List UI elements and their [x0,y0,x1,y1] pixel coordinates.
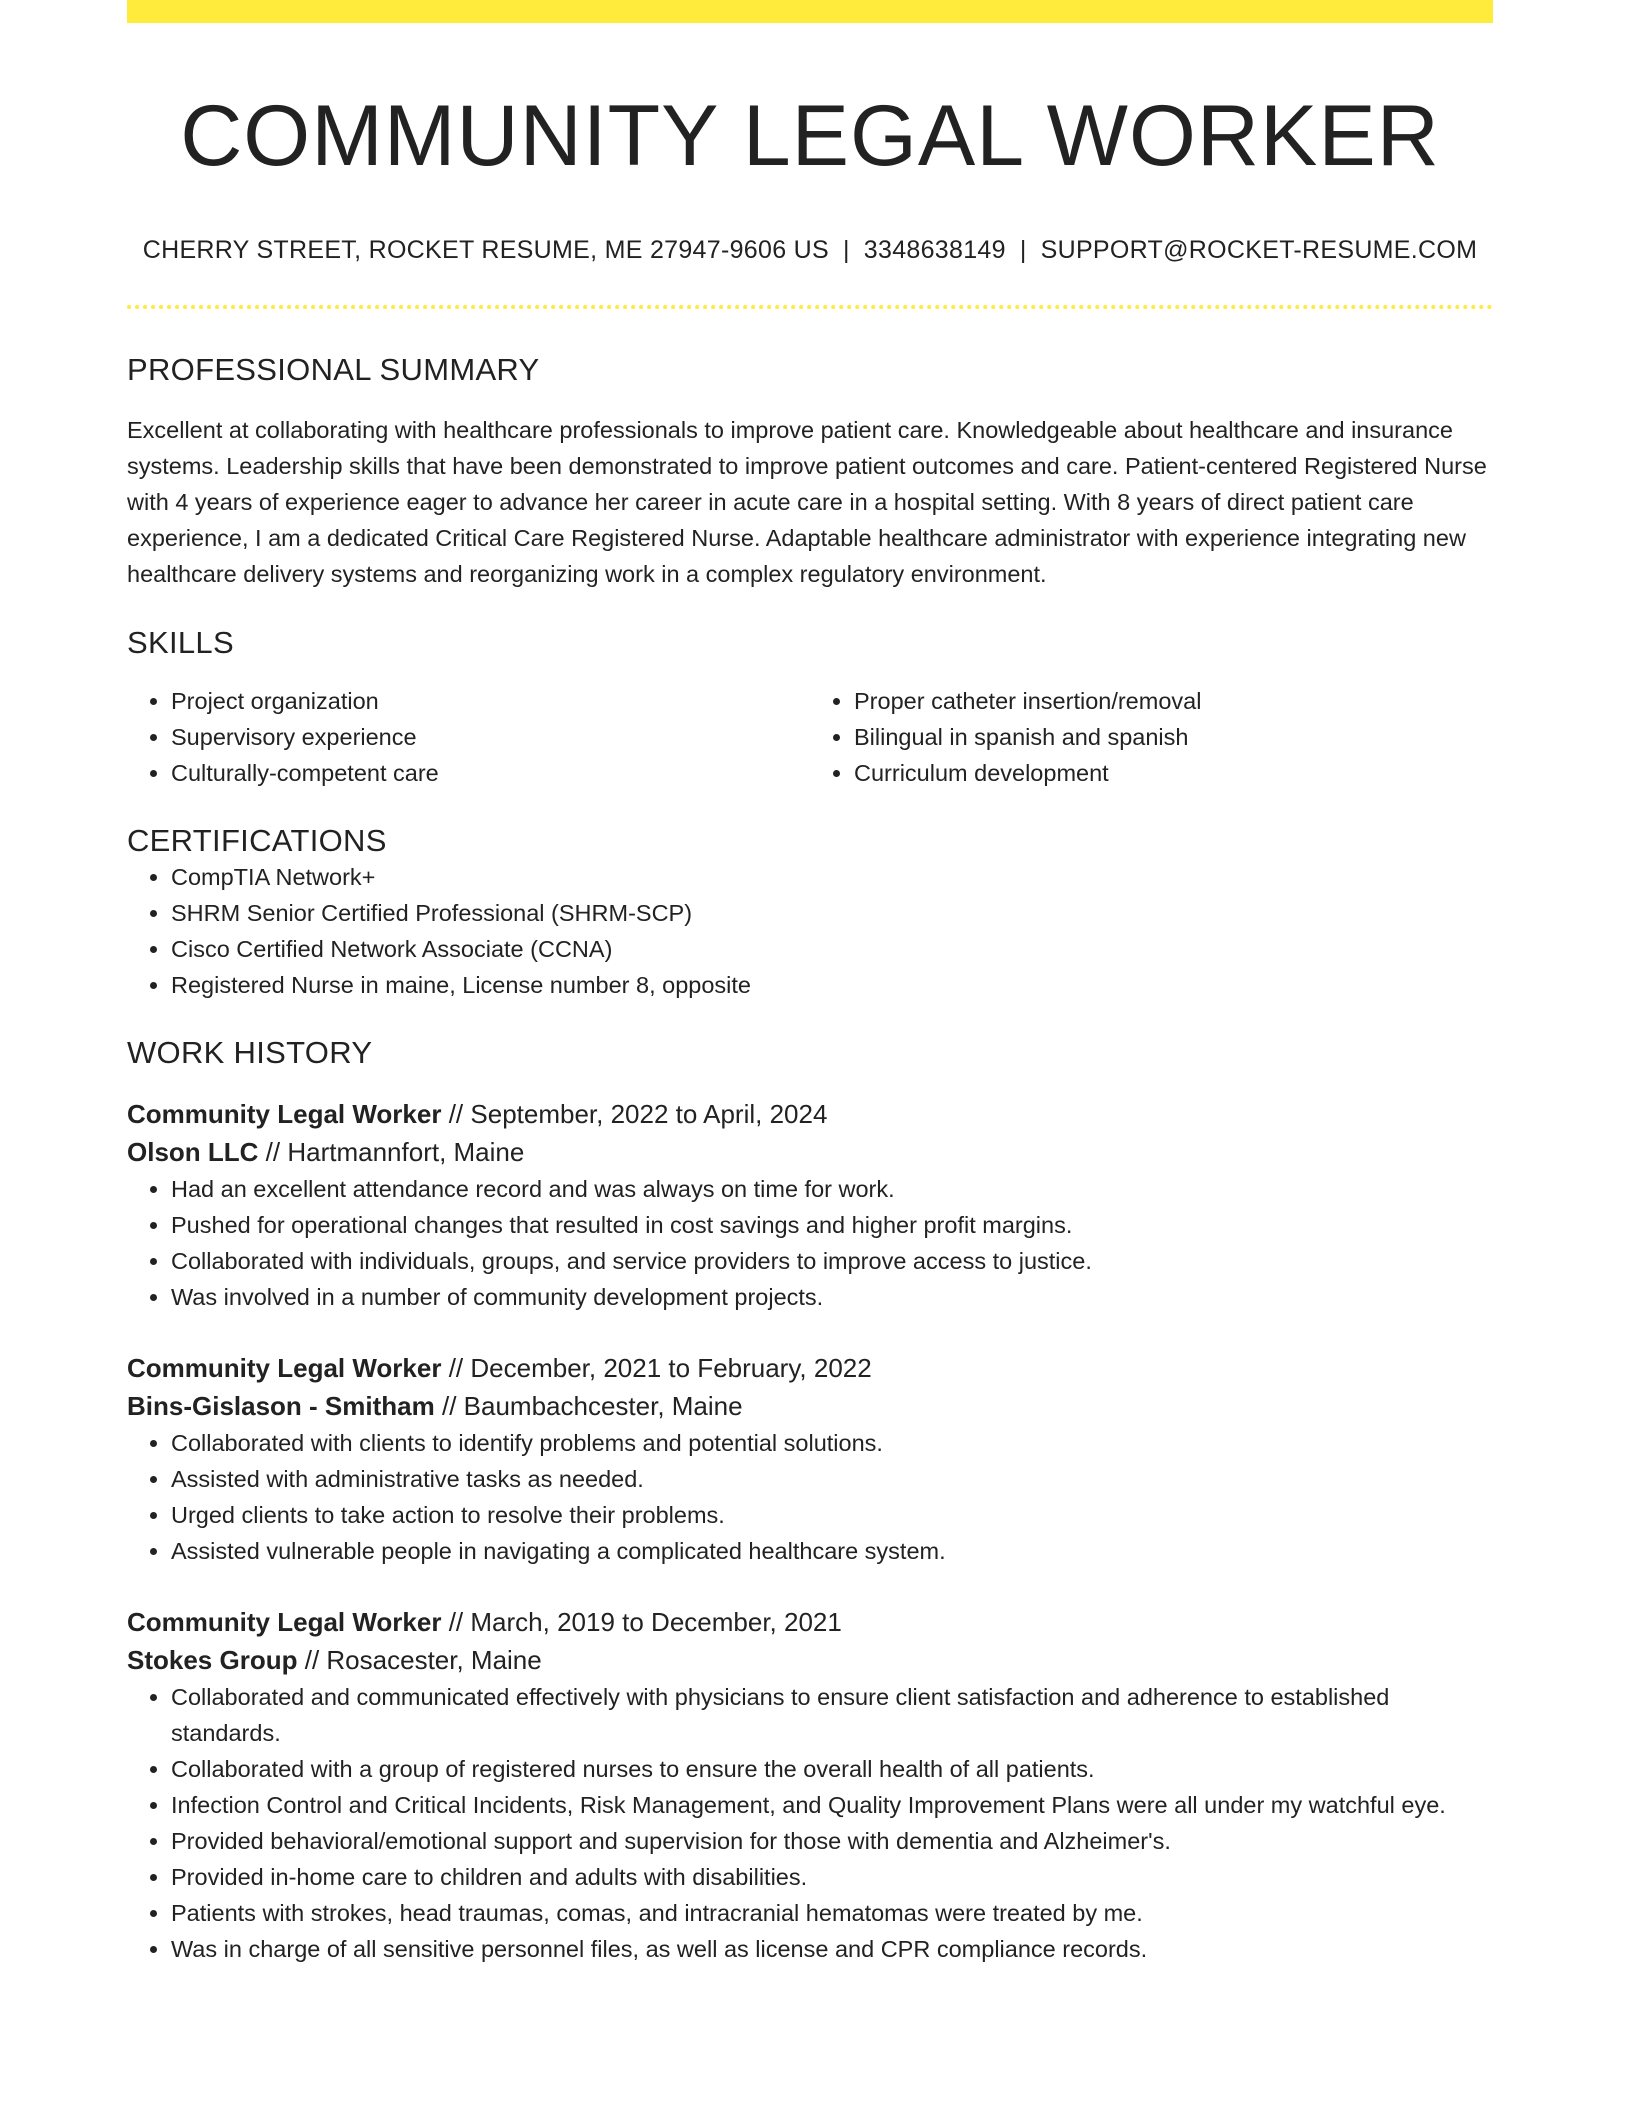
job-entry [127,1095,1493,1315]
job-company-line [127,1133,1493,1171]
job-bullet: • Was in charge of all sensitive personnel files, as well as license and CPR compliance records. [171,1931,1493,1967]
job-divider: // [448,1353,464,1384]
job-company: Olson LLC [127,1137,259,1168]
contact-phone: 3348638149 [863,236,1006,265]
job-bullet: • Urged clients to take action to resolve their problems. [171,1497,1493,1533]
top-accent-bar [127,0,1493,23]
job-divider: // [304,1645,320,1676]
job-title-line [127,1349,1493,1387]
job-bullet: • Assisted vulnerable people in navigating a complicated healthcare system. [171,1533,1493,1569]
job-bullet: • Provided behavioral/emotional support and supervision for those with dementia and Alzheimer's. [171,1823,1493,1859]
job-company: Stokes Group [127,1645,298,1676]
job-divider: // [441,1391,457,1422]
job-bullet: • Had an excellent attendance record and was always on time for work. [171,1171,1493,1207]
job-bullets [127,1679,1493,1967]
job-bullets [127,1171,1493,1315]
job-company: Bins-Gislason - Smitham [127,1391,435,1422]
skills-grid [127,683,1493,791]
job-bullet: • Provided in-home care to children and adults with disabilities. [171,1859,1493,1895]
resume-page [127,0,1493,1967]
job-divider: // [448,1099,464,1130]
certification-item: • CompTIA Network+ [171,859,1493,895]
job-bullet: • Collaborated with clients to identify problems and potential solutions. [171,1425,1493,1461]
skill-item: • Curriculum development [854,755,1493,791]
job-title-line [127,1095,1493,1133]
certification-item: • SHRM Senior Certified Professional (SHRM-SCP) [171,895,1493,931]
contact-line [127,236,1493,265]
job-location: Baumbachcester, Maine [463,1391,743,1422]
skills-heading: SKILLS [127,625,234,661]
skill-item: • Culturally-competent care [171,755,810,791]
skills-list-left [127,683,810,791]
work-history-heading: WORK HISTORY [127,1035,373,1071]
job-divider: // [265,1137,281,1168]
skill-item: • Project organization [171,683,810,719]
job-dates: March, 2019 to December, 2021 [470,1607,842,1638]
certifications-heading: CERTIFICATIONS [127,823,387,859]
certification-item: • Cisco Certified Network Associate (CCNA) [171,931,1493,967]
job-bullet: • Assisted with administrative tasks as needed. [171,1461,1493,1497]
job-bullets [127,1425,1493,1569]
job-title: Community Legal Worker [127,1099,442,1130]
skills-list-right [810,683,1493,791]
contact-separator: | [842,236,850,265]
job-title: Community Legal Worker [127,1353,442,1384]
job-bullet: • Collaborated with a group of registered nurses to ensure the overall health of all patients. [171,1751,1493,1787]
certifications-list [127,859,1493,1003]
skill-item: • Proper catheter insertion/removal [854,683,1493,719]
skill-item: • Bilingual in spanish and spanish [854,719,1493,755]
summary-text: Excellent at collaborating with healthcare professionals to improve patient care. Knowledgeable about healthcare and insurance systems. Leadership skills that have been demonstrated to improve patient outcomes and care. Patient-centered Registered Nurse with 4 years of experience eager to advance her career in acute care in a hospital setting. With 8 years of direct patient care experience, I am a dedicated Critical Care Registered Nurse. Adaptable healthcare administrator with experience integrating new healthcare delivery systems and reorganizing work in a complex regulatory environment. [127,417,1487,588]
job-company-line [127,1387,1493,1425]
job-bullet: • Pushed for operational changes that resulted in cost savings and higher profit margins. [171,1207,1493,1243]
job-bullet: • Patients with strokes, head traumas, comas, and intracranial hematomas were treated by me. [171,1895,1493,1931]
certification-item: • Registered Nurse in maine, License number 8, opposite [171,967,1493,1003]
job-entry [127,1603,1493,1967]
job-location: Rosacester, Maine [326,1645,542,1676]
contact-email: SUPPORT@ROCKET-RESUME.COM [1040,236,1478,265]
job-bullet: • Was involved in a number of community development projects. [171,1279,1493,1315]
job-divider: // [448,1607,464,1638]
contact-address: CHERRY STREET, ROCKET RESUME, ME 27947-9606 US [142,236,829,265]
contact-separator: | [1019,236,1027,265]
candidate-name: COMMUNITY LEGAL WORKER [180,88,1440,184]
job-title-line [127,1603,1493,1641]
job-bullet: • Infection Control and Critical Incidents, Risk Management, and Quality Improvement Plans were all under my watchful eye. [171,1787,1493,1823]
job-dates: September, 2022 to April, 2024 [470,1099,828,1130]
job-company-line [127,1641,1493,1679]
job-title: Community Legal Worker [127,1607,442,1638]
job-location: Hartmannfort, Maine [287,1137,525,1168]
job-entry [127,1349,1493,1569]
job-bullet: • Collaborated with individuals, groups, and service providers to improve access to justice. [171,1243,1493,1279]
job-dates: December, 2021 to February, 2022 [470,1353,872,1384]
header-divider [127,305,1493,309]
job-bullet: • Collaborated and communicated effectively with physicians to ensure client satisfaction and adherence to established standards. [171,1679,1493,1751]
skill-item: • Supervisory experience [171,719,810,755]
summary-heading: PROFESSIONAL SUMMARY [127,352,540,388]
